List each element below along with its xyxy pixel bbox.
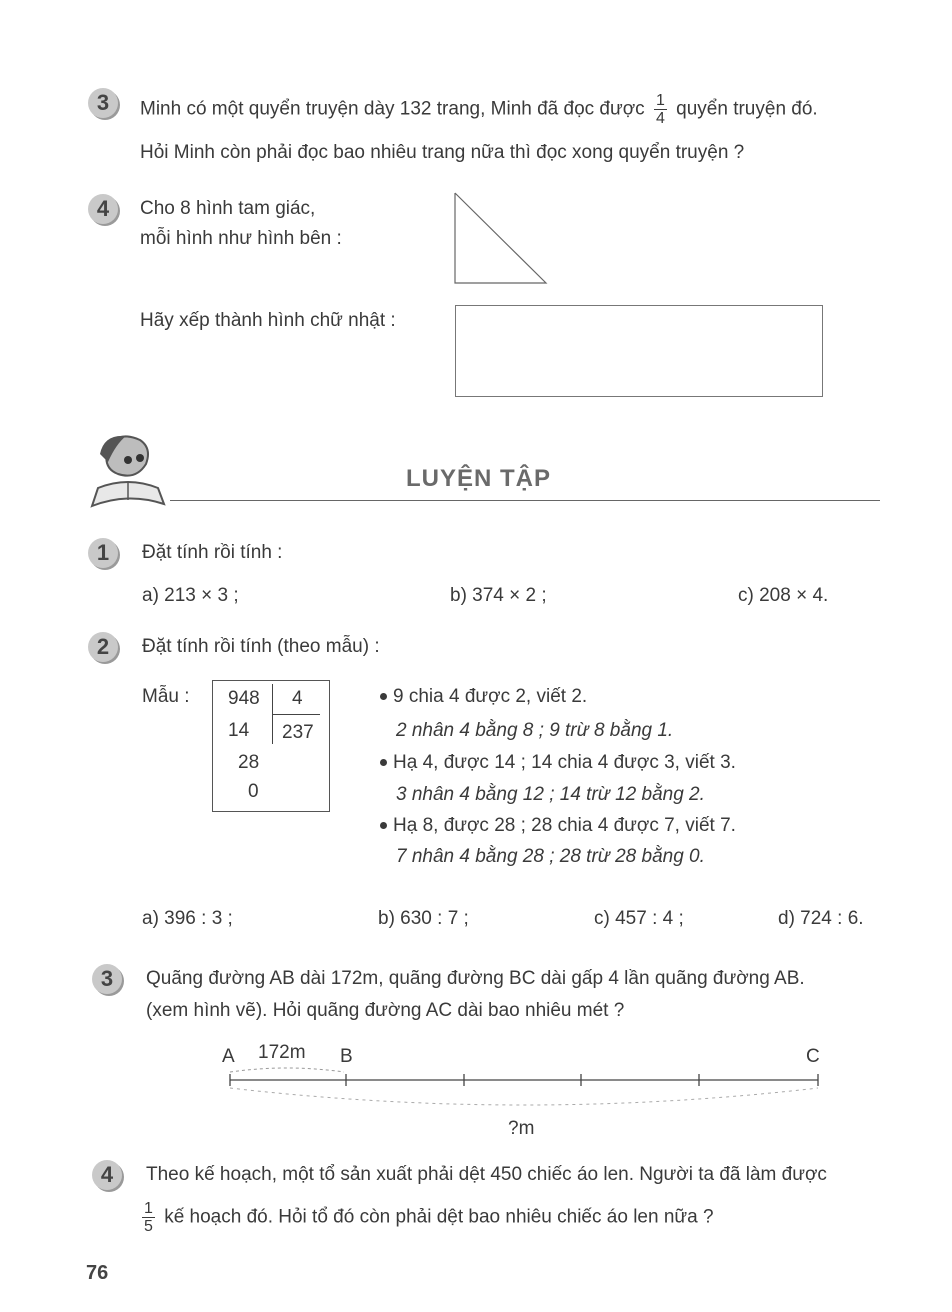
explanation-detail: 2 nhân 4 bằng 8 ; 9 trừ 8 bằng 1. — [396, 720, 674, 741]
explanation-step — [380, 815, 736, 837]
exercise-text-line: Hỏi Minh còn phải đọc bao nhiêu trang nữa thì đọc xong quyển truyện ? — [140, 142, 745, 163]
bullet-icon — [380, 759, 387, 766]
sample-label: Mẫu : — [142, 686, 190, 707]
exercise-number-badge — [88, 632, 118, 662]
remainder: 0 — [248, 781, 259, 802]
sub-question-a: a) 213 × 3 ; — [142, 585, 239, 606]
sub-question-d: d) 724 : 6. — [778, 908, 864, 929]
exercise-number: 1 — [96, 540, 110, 565]
exercise-number: 4 — [100, 1162, 114, 1187]
exercise-number-badge — [92, 964, 122, 994]
rectangle-answer-box — [455, 305, 823, 397]
quotient: 237 — [282, 722, 314, 743]
exercise-number: 2 — [96, 634, 110, 659]
fraction-denominator: 5 — [144, 1218, 153, 1235]
explanation-step — [380, 752, 736, 774]
text-segment: quyển truyện đó. — [676, 98, 818, 120]
division-step: 28 — [238, 752, 260, 773]
right-triangle-figure — [450, 190, 550, 286]
explanation-text: Hạ 4, được 14 ; 14 chia 4 được 3, viết 3. — [393, 752, 736, 773]
fraction-numerator: 1 — [144, 1200, 153, 1217]
page-number: 76 — [86, 1262, 109, 1284]
section-title: LUYỆN TẬP — [406, 465, 552, 492]
exercise-text-line: Hãy xếp thành hình chữ nhật : — [140, 310, 396, 331]
bullet-icon — [380, 822, 387, 829]
explanation-text: Hạ 8, được 28 ; 28 chia 4 được 7, viết 7. — [393, 815, 736, 836]
exercise-text-line: Cho 8 hình tam giác, — [140, 198, 316, 219]
sub-question-c: c) 208 × 4. — [738, 585, 829, 606]
exercise-number-badge — [88, 538, 118, 568]
text-segment: Minh có một quyển truyện dày 132 trang, Minh đã đọc được — [140, 98, 645, 120]
exercise-text-line: Quãng đường AB dài 172m, quãng đường BC dài gấp 4 lần quãng đường AB. — [146, 968, 805, 989]
segment-ab-length: 172m — [258, 1042, 306, 1063]
explanation-text: 9 chia 4 được 2, viết 2. — [393, 686, 588, 707]
exercise-text-line — [140, 92, 818, 127]
fraction-denominator: 4 — [655, 110, 665, 127]
exercise-number: 3 — [96, 90, 110, 115]
dividend: 948 — [228, 688, 260, 709]
point-label-b: B — [340, 1046, 353, 1067]
point-label-c: C — [806, 1046, 820, 1067]
total-distance-label: ?m — [508, 1118, 535, 1139]
fraction — [142, 1200, 155, 1235]
explanation-detail: 3 nhân 4 bằng 12 ; 14 trừ 12 bằng 2. — [396, 784, 705, 805]
bullet-icon — [380, 693, 387, 700]
exercise-text-line: (xem hình vẽ). Hỏi quãng đường AC dài bao nhiêu mét ? — [146, 1000, 625, 1021]
fraction — [654, 92, 667, 127]
exercise-number: 3 — [100, 966, 114, 991]
exercise-number-badge — [92, 1160, 122, 1190]
explanation-detail: 7 nhân 4 bằng 28 ; 28 trừ 28 bằng 0. — [396, 846, 705, 867]
exercise-text-line: mỗi hình như hình bên : — [140, 228, 342, 249]
explanation-step — [380, 686, 587, 708]
exercise-text-line — [142, 1200, 714, 1235]
sub-question-a: a) 396 : 3 ; — [142, 908, 233, 929]
sub-question-b: b) 630 : 7 ; — [378, 908, 469, 929]
fraction-numerator: 1 — [655, 92, 665, 109]
exercise-text-line: Theo kế hoạch, một tổ sản xuất phải dệt 450 chiếc áo len. Người ta đã làm được — [146, 1164, 827, 1185]
division-horizontal-bar — [272, 714, 320, 715]
sub-question-c: c) 457 : 4 ; — [594, 908, 684, 929]
sub-question-b: b) 374 × 2 ; — [450, 585, 547, 606]
exercise-prompt: Đặt tính rồi tính (theo mẫu) : — [142, 636, 380, 657]
section-divider — [170, 500, 880, 501]
point-label-a: A — [222, 1046, 235, 1067]
distance-diagram — [220, 1060, 830, 1120]
student-reading-icon — [78, 428, 178, 516]
text-segment: kế hoạch đó. Hỏi tổ đó còn phải dệt bao nhiêu chiếc áo len nữa ? — [164, 1206, 714, 1228]
exercise-number-badge — [88, 194, 118, 224]
exercise-number: 4 — [96, 196, 110, 221]
divisor: 4 — [292, 688, 303, 709]
exercise-prompt: Đặt tính rồi tính : — [142, 542, 283, 563]
exercise-number-badge — [88, 88, 118, 118]
division-step: 14 — [228, 720, 250, 741]
